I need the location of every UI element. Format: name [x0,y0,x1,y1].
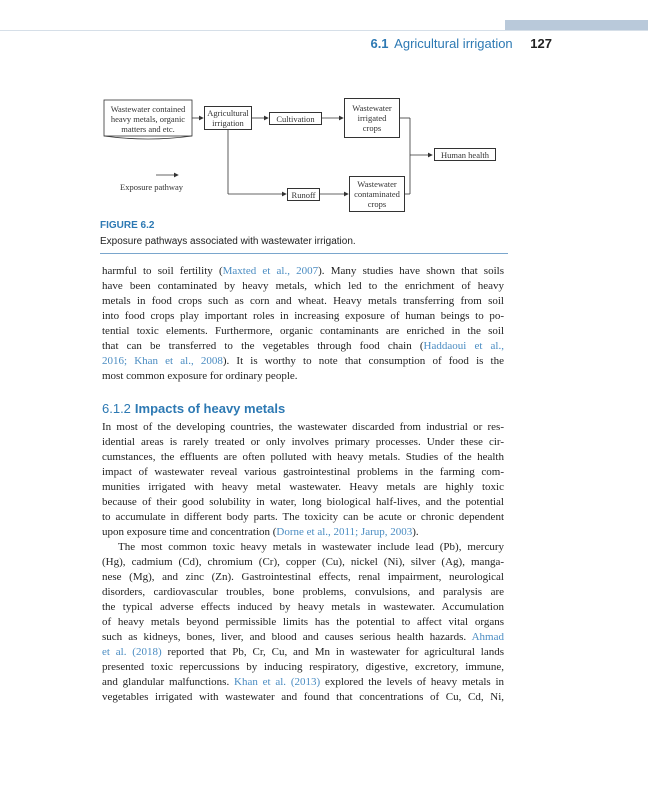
text-line: most common exposure for ordinary people. [102,370,298,382]
section-heading [102,401,285,416]
text-line: nese (Mg), and zinc (Zn). Gastrointestinal effects, renal impairment, neurological [102,571,504,583]
citation-link[interactable]: Ahmad [471,631,504,643]
figure-label: FIGURE 6.2 [100,220,155,231]
runoff-box: Runoff [287,188,320,201]
text-line: upon exposure time and concentration (Dorne et al., 2011; Jarup, 2003). [102,526,419,538]
source-wastewater-box: Wastewater contained heavy metals, organic matters and etc. [104,100,192,138]
legend-label: Exposure pathway [120,182,184,192]
human-health-box: Human health [434,148,496,161]
text-line: idential areas is rarely treated or only involves primary processes. Under these cir- [102,436,504,448]
wastewater-contaminated-crops-box: Wastewater contaminated crops [349,176,405,212]
citation-link[interactable]: et al. (2018) [102,646,162,658]
section-number: 6.1.2 [102,401,131,416]
text-line: such as kidneys, bones, liver, and blood and causes serious health hazards. Ahmad [102,631,504,643]
text-line: munities irrigated with heavy metal wastewater. Heavy metals are highly toxic [102,481,504,493]
text-line: of heavy metals beyond permissible limits has the potential to affect vital organs [102,616,504,628]
section-title: Impacts of heavy metals [134,401,286,416]
text-line: to accumulate in different body parts. The toxicity can be acute or chronic dependent [102,511,504,523]
text-line: In most of the developing countries, the wastewater discarded from industrial or res- [102,421,504,433]
text-line: because of their good solubility in water, long biological half-lives, and the potential [102,496,504,508]
wastewater-irrigated-crops-box: Wastewater irrigated crops [344,98,400,138]
text-line: impact of wastewater reveal various gastrointestinal problems in the farming com- [102,466,504,478]
agricultural-irrigation-box: Agricultural irrigation [204,106,252,130]
text-line: tential toxic elements. Furthermore, organic contaminants are enriched in the soil [102,325,504,337]
running-head [370,36,552,52]
citation-link[interactable]: Haddaoui et al., [423,340,504,352]
text-line: presented toxic repercussions by inducing respiratory, digestive, excretory, immune, [102,661,504,673]
text-line: The most common toxic heavy metals in wastewater include lead (Pb), mercury [118,541,504,553]
paragraph-2 [102,420,504,540]
text-line: disorders, cardiovascular troubles, bone problems, convulsions, and paralysis are [102,586,504,598]
running-head-section: 6.1 [370,36,389,51]
text-line: et al. (2018) reported that Pb, Cr, Cu, and Mn in wastewater for agricultural lands [102,646,504,658]
page-number: 127 [530,36,552,51]
caption-rule [100,253,508,254]
citation-link[interactable]: Maxted et al., 2007 [222,265,319,277]
text-line: that can be transferred to the vegetables through food chain (Haddaoui et al., [102,340,504,352]
citation-link[interactable]: Khan et al. (2013) [234,676,321,688]
citation-link[interactable]: 2016; Khan et al., 2008 [102,355,223,367]
citation-link[interactable]: Dorne et al., 2011; Jarup, 2003 [276,526,413,538]
running-head-title: Agricultural irrigation [394,36,513,51]
cultivation-box: Cultivation [269,112,322,125]
figure-diagram [100,92,510,216]
paragraph-1 [102,264,504,384]
text-line: 2016; Khan et al., 2008). It is worthy to note that consumption of food is the [102,355,504,367]
text-line: have been contaminated by heavy metals, which led to the enrichment of heavy [102,280,504,292]
text-line: and glandular malfunctions. Khan et al. (2013) explored the levels of heavy metals in [102,676,505,688]
header-accent-bar [505,20,648,30]
text-line: into food crops play important roles in increasing exposure of human beings to po- [102,310,504,322]
text-line: the typical adverse effects induced by heavy metals in wastewater. Accumulation [102,601,504,613]
text-line: harmful to soil fertility (Maxted et al., 2007). Many studies have shown that soils [102,265,504,277]
figure-caption: Exposure pathways associated with wastewater irrigation. [100,236,356,247]
header-rule [0,30,648,31]
text-line: cumstances, the effluents are often polluted with heavy metals. Studies of the health [102,451,504,463]
text-line: metals in food crops such as corn and wheat. Heavy metals transferring from soil [102,295,504,307]
paragraph-3 [102,540,504,705]
text-line: vegetables irrigated with wastewater and found that concentrations of Cu, Cd, Ni, [102,691,504,703]
text-line: (Hg), cadmium (Cd), chromium (Cr), copper (Cu), nickel (Ni), silver (Ag), manga- [102,556,504,568]
